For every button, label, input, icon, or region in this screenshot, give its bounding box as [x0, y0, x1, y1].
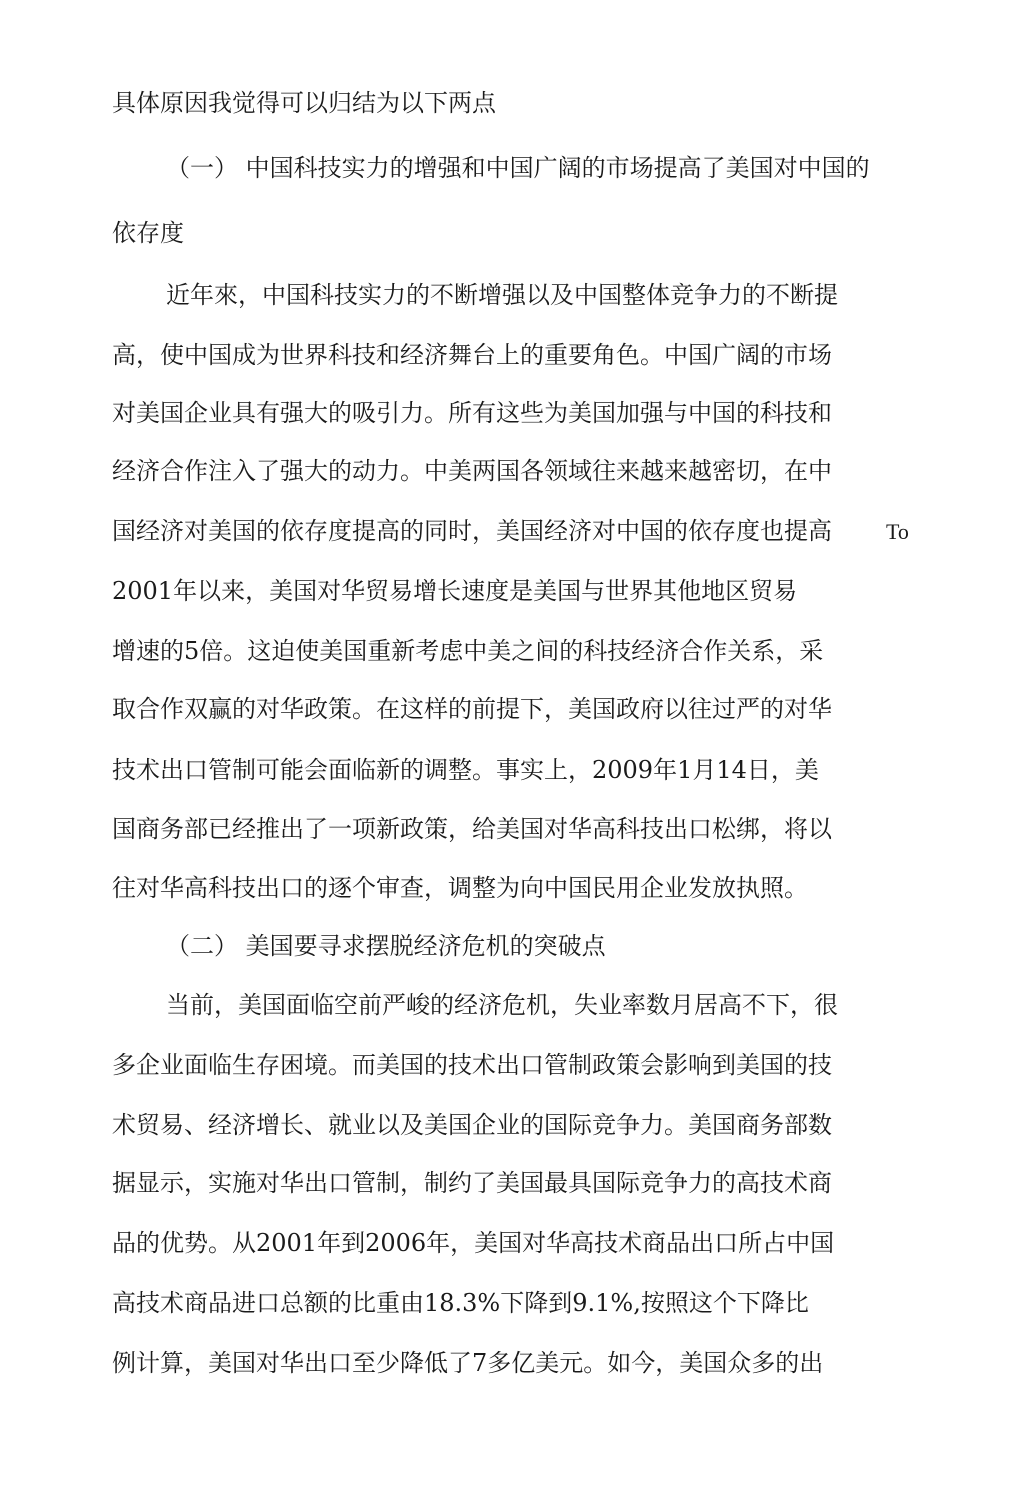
text-line-18: 术贸易、经济增长、就业以及美国企业的国际竞争力。美国商务部数: [112, 1111, 832, 1139]
heading-section-2: （二） 美国要寻求摆脱经济危机的突破点: [166, 932, 606, 960]
text-line-21: 高技术商品进口总额的比重由18.3%下降到9.1%,按照这个下降比: [112, 1289, 809, 1317]
text-line-16: 当前，美国面临空前严峻的经济危机，失业率数月居高不下，很: [166, 991, 838, 1019]
text-line-6: 对美国企业具有强大的吸引力。所有这些为美国加强与中国的科技和: [112, 399, 832, 427]
text-line-4: 近年來，中国科技实力的不断增强以及中国整体竞争力的不断提: [166, 281, 838, 309]
side-note: To: [886, 519, 909, 544]
text-line-11: 取合作双赢的对华政策。在这样的前提下，美国政府以往过严的对华: [112, 695, 832, 723]
text-line-22: 例计算，美国对华出口至少降低了7多亿美元。如今，美国众多的出: [112, 1349, 824, 1377]
text-line-1: 具体原因我觉得可以归结为以下两点: [112, 89, 496, 117]
heading-section-1: （一） 中国科技实力的增强和中国广阔的市场提高了美国对中国的: [166, 154, 870, 182]
text-line-17: 多企业面临生存困境。而美国的技术出口管制政策会影响到美国的技: [112, 1051, 832, 1079]
text-line-12: 技术出口管制可能会面临新的调整。事实上，2009年1月14日，美: [112, 756, 819, 784]
text-line-13: 国商务部已经推出了一项新政策，给美国对华高科技出口松绑，将以: [112, 815, 832, 843]
text-line-7: 经济合作注入了强大的动力。中美两国各领域往来越来越密切，在中: [112, 457, 832, 485]
text-line-14: 往对华高科技出口的逐个审查，调整为向中国民用企业发放执照。: [112, 874, 808, 902]
text-line-8: 国经济对美国的依存度提高的同时，美国经济对中国的依存度也提高: [112, 517, 832, 545]
text-line-3: 依存度: [112, 219, 184, 247]
text-line-9: 2001年以来，美国对华贸易增长速度是美国与世界其他地区贸易: [112, 577, 798, 605]
text-line-10: 增速的5倍。这迫使美国重新考虑中美之间的科技经济合作关系，采: [112, 637, 824, 665]
text-line-20: 品的优势。从2001年到2006年，美国对华高技术商品出口所占中国: [112, 1229, 835, 1257]
text-line-19: 据显示，实施对华出口管制，制约了美国最具国际竞争力的高技术商: [112, 1169, 832, 1197]
text-line-5: 高，使中国成为世界科技和经济舞台上的重要角色。中国广阔的市场: [112, 341, 832, 369]
